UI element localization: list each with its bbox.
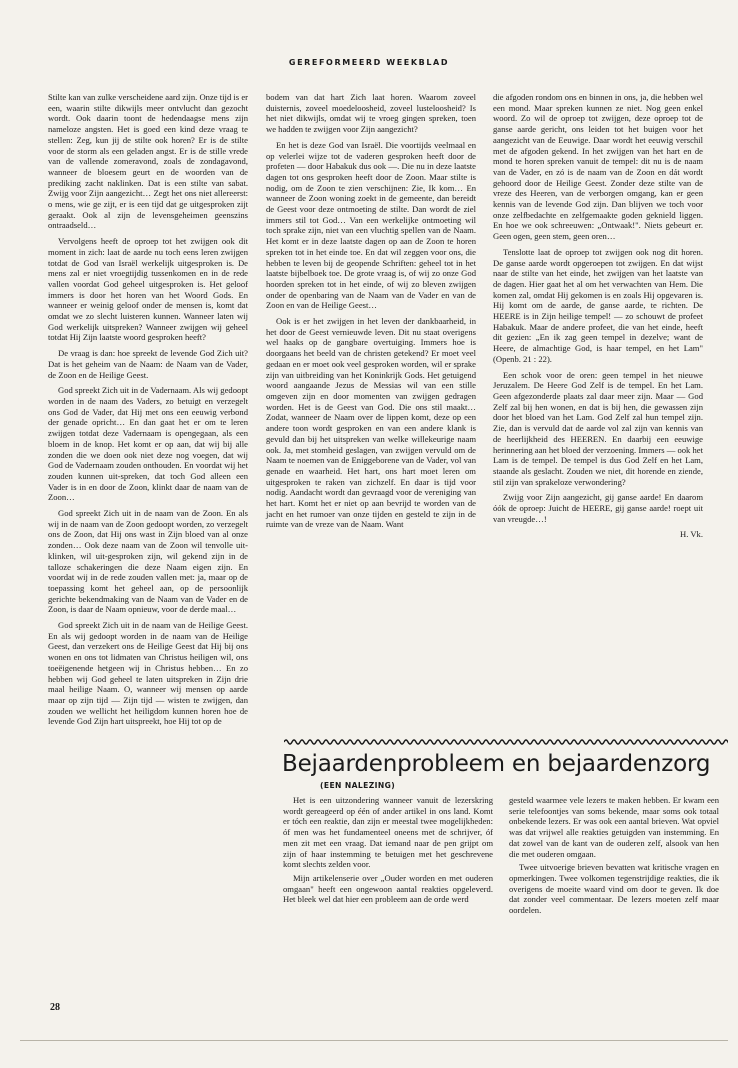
article-column-2 [509,795,719,919]
author-signature: H. Vk. [680,529,703,540]
paragraph: God spreekt Zich uit in de Vadernaam. Als wij gedoopt worden in de naam des Vaders, zo betuigt en verzegelt ons God de Vader, dat Hij met ons een eeuwig verbond der genade opricht… En dan gaat het er om te leren zwijgen totdat deze Vadernaam is opengegaan, als een bloem in de knop. Het komt er op aan, dat wij bij alle zonden die we doen ook niet deze nog voegen, dat wij God de Vadernaam zouden onthouden. En voordat wij het zouden kunnen uit-spreken, dat toch God alleen een Vader is in en door de Zoon, klinkt daar de naam van de Zoon… [48,385,248,503]
paragraph: Twee uitvoerige brieven bevatten wat kritische vragen en opmerkingen. Twee volkomen tegenstrijdige reakties, die ik overigens de moeite waard vind om door te geven. Ik doe dat zonder veel commentaar. De lezers moeten zelf maar oordelen. [509,862,719,916]
paragraph: Stilte kan van zulke verscheidene aard zijn. Onze tijd is er een, waarin stilte dikwijls meer ontvlucht dan gezocht wordt. Ook daarin toont de hedendaagse mens zijn nameloze angsten. Het is goed een kind deze vraag te stellen: Zeg, kun jij de stilte ook horen? Er is de stilte voor de storm als een geladen angst. Er is de stille vrede van de vallende zomeravond, zoals de zondagavond, wanneer de bloesem geurt en de woorden van de prediking zacht naklinken. Dat is een stilte van sabat. Zwijg voor Zijn aangezicht… Zegt het ons niet allereerst: o mens, wie ge zijt, er is een tijd dat ge uitgesproken zijt geraakt. Ook al zijn de levensgeheimen geenszins ontraadseld… [48,92,248,231]
paragraph: die afgoden rondom ons en binnen in ons, ja, die hebben wel een mond. Maar spreken kunnen ze niet. Nog geen enkel woord. Zo wil de oproep tot zwijgen, deze oproep tot de ganse aarde gericht, ons leiden tot het buigen voor het aangezicht van de Eeuwige. Daar wordt het eeuwig verschil met de afgoden gekend. In het zwijgen van het hart en de mond te horen spreken vanuit de tempel: dit nu is de naam van de Vader, en zó is de naam van de Zoon en dát wordt gehoord door de Heilige Geest. Zonder deze stilte van de vreze des Heeren, van de verborgen omgang, kan er geen kennis van de levende God zijn. Dan blijven we toch voor onze zelfbedachte en zelfgemaakte goden geknield liggen. En hoe we ook schreeuwen: „Ontwaak!". Niets gebeurt er. Geen ogen, geen stem, geen oren… [493,92,703,242]
paragraph: bodem van dat hart Zich laat horen. Waarom zoveel duisternis, zoveel moedeloosheid, zoveel lusteloosheid? Is het niet dikwijls, omdat wij te vroeg gingen spreken, toen we hadden te zwijgen voor Zijn aangezicht? [266,92,476,135]
paragraph: gesteld waarmee vele lezers te maken hebben. Er kwam een serie telefoontjes van soms bekende, maar soms ook totaal onbekende lezers. Er was ook een aantal brieven. Wat opviel was dat vrijwel alle reakties getuigden van instemming. En dat zowel van de kant van de ouderen zelf, alsook van hen die met ouderen omgaan. [509,795,719,859]
page-number: 28 [50,1002,60,1013]
paragraph: Een schok voor de oren: geen tempel in het nieuwe Jeruzalem. De Heere God Zelf is de tempel. En het Lam. Geen afgezonderde plaats zal daar meer zijn. Maar — God Zelf zal bij hen wonen, en dat is bij hen, die gewassen zijn door het bloed van het Lam. God Zelf zal hun tempel zijn. Zie, dan is vervuld dat de aarde vol zal zijn van kennis van de heerlijkheid des HEEREN. En daarbij een eeuwige herinnering aan het bloed der verzoening. Immers — ook het Lam is de tempel. De tempel is dus God Zelf en het Lam, staande als geslacht. Zouden we niet, dit horende en ziende, stil zijn van sprakeloze verwondering? [493,369,703,487]
paragraph: Vervolgens heeft de oproep tot het zwijgen ook dit moment in zich: laat de aarde nu toch eens leren zwijgen totdat de God van Israël werkelijk uitgesproken is. De mens zal er niet vroegtijdig tussenkomen en in de rede vallen voordat God geheel uitgesproken is. Het geloof immers is door het horen van het Woord Gods. En wanneer er weinig geloof onder de mensen is, komt dat omdat we zo slecht luisteren kunnen. Wanneer laten wij God werkelijk uitspreken? Wanneer zwijgen wij geheel totdat Hij Zijn laatste woord gesproken heeft? [48,236,248,343]
bottom-rule [20,1040,728,1041]
paragraph: Tenslotte laat de oproep tot zwijgen ook nog dit horen. De ganse aarde wordt opgeroepen tot zwijgen. En dat wijst naar de stilte van het einde, het zwijgen van het laatste van de dagen. Hier gaat het al om het verwachten van Hem. Die komen zal, omdat Hij gekomen is en zoals Hij opgevaren is. Hij komt om de aarde, de ganse aarde, te richten. De HEERE is in Zijn heilige tempel! — zo schouwt de profeet Habakuk. Maar de andere profeet, die van het einde, heeft dit gezien: „En ik zag geen tempel in dezelve; want de Heere, de almachtige God, is haar tempel, en het Lam" (Openb. 21 : 22). [493,246,703,364]
text-column-1 [48,92,248,732]
text-column-3 [493,92,703,540]
paragraph: En het is deze God van Israël. Die voortijds veelmaal en op velerlei wijze tot de vaderen gesproken heeft door de profeten — door Habakuk dus ook —. Die nu in deze laatste dagen tot ons gesproken heeft door de Zoon. Maar stilte is nodig, om de Zoon te zien verschijnen: Zie, Ik kom… En wanneer de Zoon woning zoekt in de gemeente, dan bereidt de Geest voor deze ontmoeting de stilte. Dan wordt de ziel immers stil tot God… Van een werkelijke ontmoeting wil toch sprake zijn, niet van een vluchtig spellen van de Naam. Het komt er in deze laatste dagen op aan de Zoon te horen spreken tot in het einde toe. En dat wil zeggen voor ons, die hebben te leven bij de geopende Schriften: geheel tot in het laatste bijbelboek toe. De grote vraag is, of wij zo onze God hoorden spreken tot in het einde, of wij zo bleven zwijgen onder de openbaring van de Naam van de Vader en van de Zoon en van de Heilige Geest… [266,139,476,311]
paragraph: God spreekt Zich uit in de naam van de Zoon. En als wij in de naam van de Zoon gedoopt worden, zo verzegelt ons de Zoon, dat Hij ons wast in Zijn bloed van al onze zonden… Ook deze naam van de Zoon wil tenvolle uit-klinken, wil uit-gesproken zijn, wil gekend zijn in de talloze schakeringen die deze Naam eigen zijn. En voordat wij in de rede zouden vallen met: ja, maar op de toepassing komt het geheel aan, op de persoonlijk gerichte bekendmaking van de Naam van de Vader en de Zoon, is daar de Naam opnieuw, voor de derde maal… [48,508,248,615]
paragraph: God spreekt Zich uit in de naam van de Heilige Geest. En als wij gedoopt worden in de naam van de Heilige Geest, dan verzekert ons de Heilige Geest dat Hij bij ons wonen en ons tot lidmaten van Christus heiligen wil, ons toeëigenende hetgeen wij in Christus hebben… En zo hebben wij God geheel te laten uitspreken in Zijn drie maal heilige Naam. O, wanneer wij mensen op aarde maar op zijn tijd — Zijn tijd — wisten te zwijgen, dan zouden we wellicht het heiligdom kunnen horen hoe de levende God Zijn hart uitspreekt, hoe Hij tot op de [48,620,248,727]
paragraph: De vraag is dan: hoe spreekt de levende God Zich uit? Dat is het geheim van de Naam: de Naam van de Vader, de Zoon en de Heilige Geest. [48,348,248,380]
paragraph: Mijn artikelenserie over „Ouder worden en met ouderen omgaan" heeft een ongewoon aantal reakties opgeleverd. Het bleek wel dat hier een probleem aan de orde werd [283,872,493,905]
wave-divider [284,736,728,748]
article-column-1 [283,795,493,908]
paragraph: Zwijg voor Zijn aangezicht, gij ganse aarde! En daarom óók de oproep: Juicht de HEERE, gij ganse aarde! roept uit van vreugde…! [493,492,703,524]
article-subtitle: (EEN NALEZING) [320,781,396,790]
paragraph: Het is een uitzondering wanneer vanuit de lezerskring wordt gereageerd op één of ander artikel in ons land. Komt er tóch een reaktie, dan zijn er meestal twee mogelijkheden: óf men was het fundamenteel oneens met de schrijver, óf men zit met een vraag. Dat iemand naar de pen grijpt om zijn of haar instemming te betuigen met het geschrevene komt slechts zelden voor. [283,795,493,870]
paragraph: Ook is er het zwijgen in het leven der dankbaarheid, in het door de Geest vernieuwde leven. Dit nu staat overigens wel haaks op de gangbare overtuiging. Immers hoe is doorgaans het beeld van de christen getekend? Er moet veel gedaan en er moet ook veel gesproken worden, wil er sprake zijn van uitbreiding van het Koninkrijk Gods. Het getuigend woord aangaande Jezus de Messias wil van een stille omgeven zijn en door momenten van zwijgen gedragen worden. Het is de Geest van God. Die ons stil maakt… Zodat, wanneer de Naam over de lippen komt, deze op een andere toon wordt gesproken en van een andere klank is gevuld dan bij het uitspreken van welke willekeurige naam ook. Ja, met stomheid geslagen, van zwijgen vervuld om de Naam te noemen van de Eniggeborene van de Vader, vol van genade en waarheid. Het hart, ons hart moet leren om uitgesproken te raken van zichzelf. En daar is tijd voor nodig. Aandacht wordt dan gevraagd voor de vereniging van het hart. Komt het er niet op aan bevrijd te worden van de jacht en het rumoer van onze tijden en gesteld te zijn in de ruimte van de vreze van de Naam. Want [266,316,476,530]
running-header: GEREFORMEERD WEEKBLAD [288,58,450,67]
article-title: Bejaardenprobleem en bejaardenzorg [282,751,711,777]
text-column-2 [266,92,476,535]
